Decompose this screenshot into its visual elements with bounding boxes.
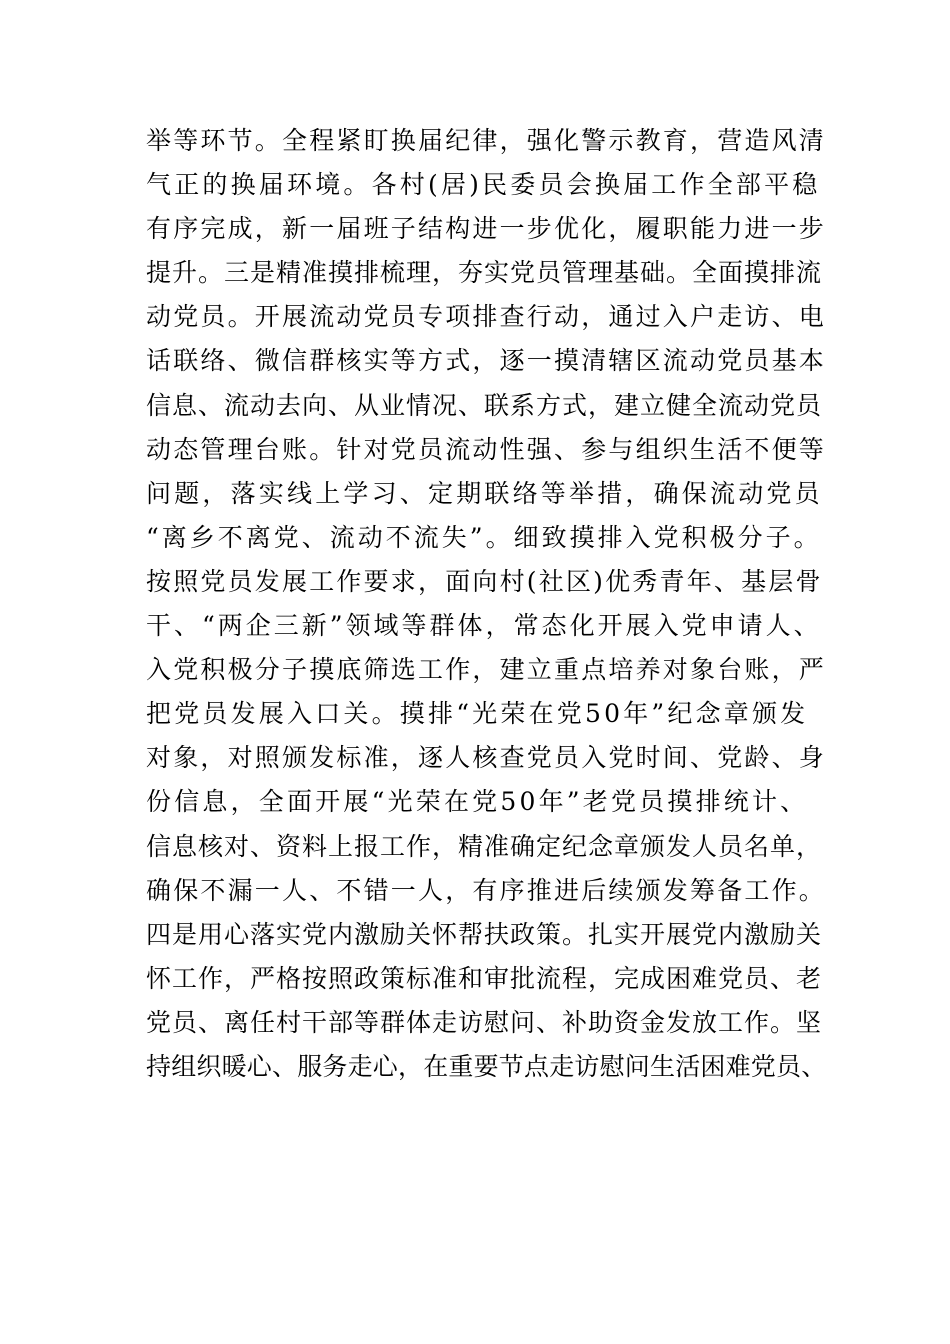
text-line: 话联络、微信群核实等方式，逐一摸清辖区流动党员基本 bbox=[146, 346, 827, 376]
text-line: 份信息，全面开展“光荣在党50年”老党员摸排统计、 bbox=[146, 787, 809, 817]
text-line: 党员、离任村干部等群体走访慰问、补助资金发放工作。坚 bbox=[146, 1007, 823, 1037]
text-line: 动态管理台账。针对党员流动性强、参与组织生活不便等 bbox=[146, 434, 827, 464]
text-line: 入党积极分子摸底筛选工作，建立重点培养对象台账，严 bbox=[146, 655, 827, 685]
text-line: 对象，对照颁发标准，逐人核查党员入党时间、党龄、身 bbox=[146, 743, 827, 773]
text-line: 四是用心落实党内激励关怀帮扶政策。扎实开展党内激励关 bbox=[146, 919, 823, 949]
text-line: 把党员发展入口关。摸排“光荣在党50年”纪念章颁发 bbox=[146, 699, 809, 729]
text-line: 举等环节。全程紧盯换届纪律，强化警示教育，营造风清 bbox=[146, 126, 827, 155]
text-line: 信息、流动去向、从业情况、联系方式，建立健全流动党员 bbox=[146, 390, 823, 420]
text-line: 问题，落实线上学习、定期联络等举措，确保流动党员 bbox=[146, 478, 823, 508]
text-line: 持组织暖心、服务走心，在重要节点走访慰问生活困难党员、 bbox=[146, 1051, 827, 1081]
text-line: 干、“两企三新”领域等群体，常态化开展入党申请人、 bbox=[146, 611, 822, 641]
text-line: 按照党员发展工作要求，面向村(社区)优秀青年、基层骨 bbox=[146, 566, 823, 596]
text-line: 动党员。开展流动党员专项排查行动，通过入户走访、电 bbox=[146, 302, 827, 332]
text-line: 有序完成，新一届班子结构进一步优化，履职能力进一步 bbox=[146, 214, 827, 244]
text-line: 确保不漏一人、不错一人，有序推进后续颁发筹备工作。 bbox=[146, 875, 827, 905]
body-text bbox=[146, 119, 826, 1089]
text-line: 气正的换届环境。各村(居)民委员会换届工作全部平稳 bbox=[146, 170, 821, 200]
text-line: “离乡不离党、流动不流失”。细致摸排入党积极分子。 bbox=[146, 522, 822, 552]
text-line: 提升。三是精准摸排梳理，夯实党员管理基础。全面摸排流 bbox=[146, 258, 823, 288]
text-line: 怀工作，严格按照政策标准和审批流程，完成困难党员、老 bbox=[146, 963, 823, 993]
text-line: 信息核对、资料上报工作，精准确定纪念章颁发人员名单， bbox=[146, 831, 823, 861]
